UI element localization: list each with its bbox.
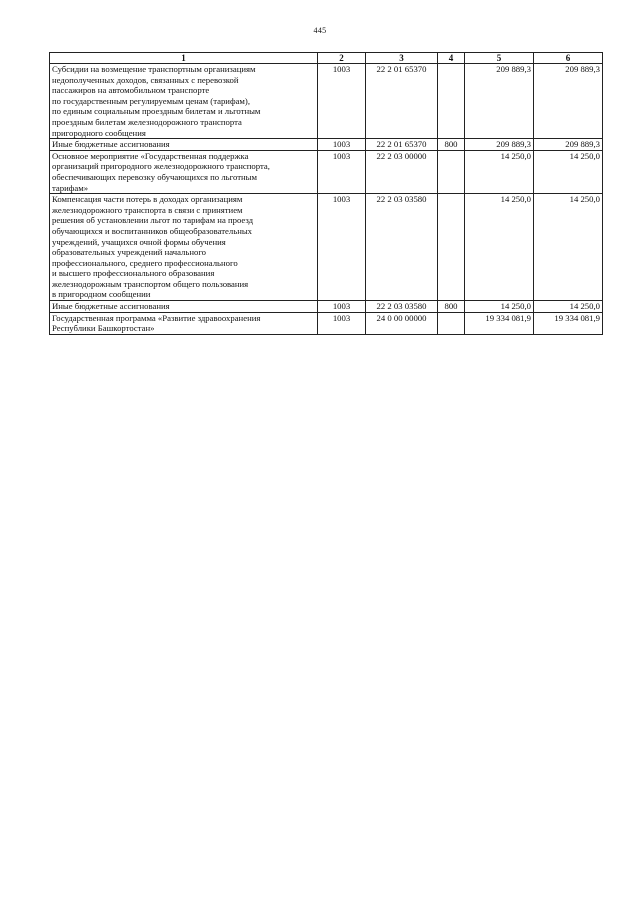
row-section: 1003	[318, 150, 366, 193]
row-code: 22 2 03 00000	[366, 150, 438, 193]
row-value-5: 14 250,0	[465, 194, 534, 301]
header-col-6: 6	[534, 53, 603, 64]
row-value-6: 209 889,3	[534, 64, 603, 139]
table-row	[50, 194, 603, 301]
table-row	[50, 64, 603, 139]
row-value-5: 19 334 081,9	[465, 312, 534, 334]
row-type	[438, 150, 465, 193]
row-type	[438, 64, 465, 139]
row-name: Иные бюджетные ассигнования	[50, 139, 318, 151]
row-section: 1003	[318, 301, 366, 313]
page-number: 445	[313, 26, 327, 35]
row-value-6: 14 250,0	[534, 150, 603, 193]
row-code: 24 0 00 00000	[366, 312, 438, 334]
header-col-1: 1	[50, 53, 318, 64]
header-col-4: 4	[438, 53, 465, 64]
row-type	[438, 312, 465, 334]
row-type: 800	[438, 139, 465, 151]
row-section: 1003	[318, 64, 366, 139]
row-name: Основное мероприятие «Государственная поддержка организаций пригородного железнодорожного транспорта, обеспечивающих перевозку обучающихся по льготным тарифам»	[50, 150, 318, 193]
header-col-3: 3	[366, 53, 438, 64]
table-row	[50, 139, 603, 151]
row-section: 1003	[318, 139, 366, 151]
row-name: Субсидии на возмещение транспортным организациям недополученных доходов, связанных с перевозкой пассажиров на автомобильном транспорте по государственным регулируемым ценам (тарифам), по единым социальным проездным билетам и льготным проездным билетам железнодорожного транспорта пригородного сообщения	[50, 64, 318, 139]
table-row	[50, 150, 603, 193]
row-section: 1003	[318, 194, 366, 301]
row-code: 22 2 03 03580	[366, 194, 438, 301]
header-col-5: 5	[465, 53, 534, 64]
row-value-5: 209 889,3	[465, 64, 534, 139]
row-code: 22 2 03 03580	[366, 301, 438, 313]
header-col-2: 2	[318, 53, 366, 64]
row-type: 800	[438, 301, 465, 313]
table-row	[50, 301, 603, 313]
row-value-5: 14 250,0	[465, 150, 534, 193]
row-code: 22 2 01 65370	[366, 64, 438, 139]
table-header-row	[50, 53, 603, 64]
table-row	[50, 312, 603, 334]
row-name: Компенсация части потерь в доходах организациям железнодорожного транспорта в связи с принятием решения об установлении льгот по тарифам на проезд обучающихся и воспитанников общеобразовательных учреждений, учащихся очной формы обучения образовательных учреждений начального профессионального, среднего профессионального и высшего профессионального образования железнодорожным транспортом общего пользования в пригородном сообщении	[50, 194, 318, 301]
budget-table	[49, 52, 603, 335]
row-name: Иные бюджетные ассигнования	[50, 301, 318, 313]
row-value-5: 209 889,3	[465, 139, 534, 151]
row-section: 1003	[318, 312, 366, 334]
row-value-6: 19 334 081,9	[534, 312, 603, 334]
row-value-6: 14 250,0	[534, 194, 603, 301]
row-name: Государственная программа «Развитие здравоохранения Республики Башкортостан»	[50, 312, 318, 334]
row-type	[438, 194, 465, 301]
row-value-5: 14 250,0	[465, 301, 534, 313]
row-value-6: 209 889,3	[534, 139, 603, 151]
row-value-6: 14 250,0	[534, 301, 603, 313]
row-code: 22 2 01 65370	[366, 139, 438, 151]
